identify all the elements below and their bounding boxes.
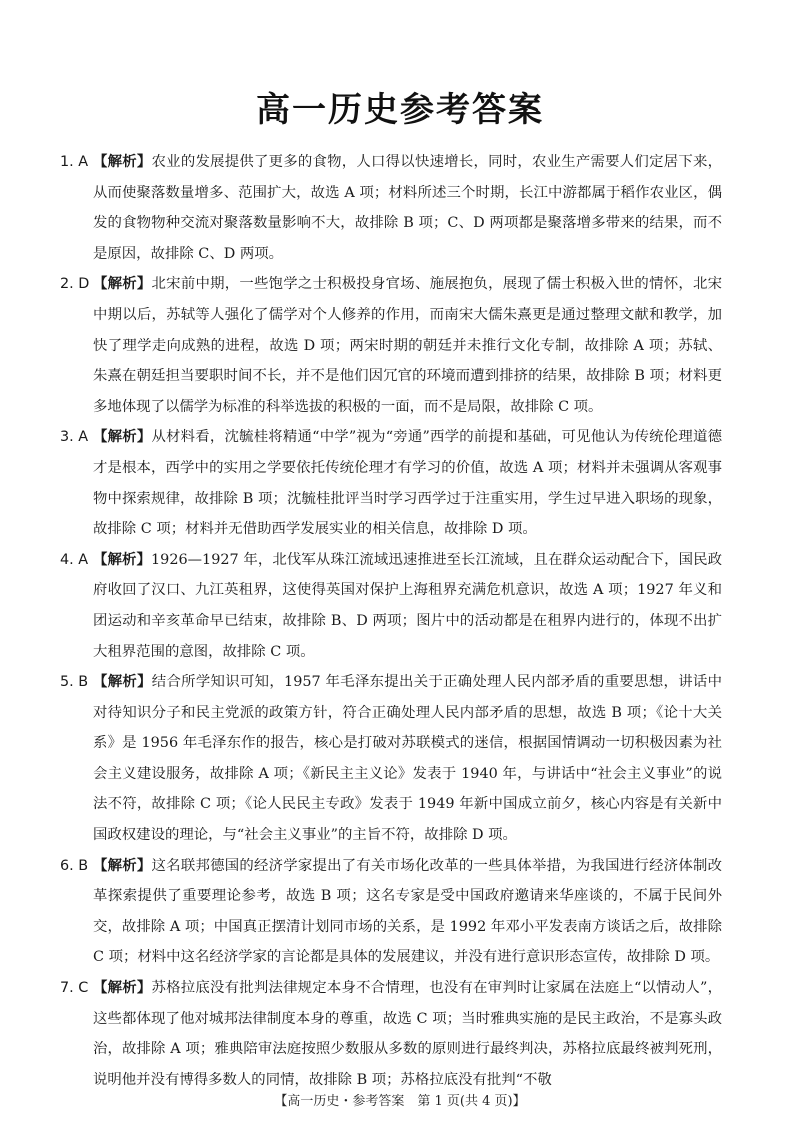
answer-text: 苏格拉底没有批判法律规定本身不合情理，也没有在审判时让家属在法庭上“以情动人”，这些都体现了他对城邦法律制度本身的尊重，故选 C 项；当时雅典实施的是民主政治，不是寡头政治，故排除 A 项；雅典陪审法庭按照少数服从多数的原则进行最终判决，苏格拉底最终被判死刑，说明他并没有博得多数人的同情，故排除 B 项；苏格拉底没有批判“不敬 <box>93 980 722 1088</box>
answer-number: 7. C <box>60 980 89 997</box>
analysis-tag: 【解析】 <box>93 674 152 691</box>
answer-list <box>60 147 722 1095</box>
answer-number: 6. B <box>60 857 89 874</box>
answer-text: 这名联邦德国的经济学家提出了有关市场化改革的一些具体举措，为我国进行经济体制改革探索提供了重要理论参考，故选 B 项；这名专家是受中国政府邀请来华座谈的，不属于民间外交，故排除 A 项；中国真正摆清计划同市场的关系，是 1992 年邓小平发表南方谈话之后，故排除 C 项；材料中这名经济学家的言论都是具体的发展建议，并没有进行意识形态宣传，故排除 D 项。 <box>93 857 722 966</box>
answer-item-3 <box>60 422 722 544</box>
analysis-tag: 【解析】 <box>93 980 152 997</box>
answer-number: 1. A <box>60 154 89 170</box>
answer-item-6 <box>60 851 722 973</box>
page-title: 高一历史参考答案 <box>256 90 544 130</box>
answer-item-1 <box>60 147 722 269</box>
answer-text: 1926—1927 年，北伐军从珠江流域迅速推进至长江流域，且在群众运动配合下，国民政府收回了汉口、九江英租界，这使得英国对保护上海租界充满危机意识，故选 A 项；1927 年义和团运动和辛亥革命早已结束，故排除 B、D 两项；图片中的活动都是在租界内进行的，体现不出扩大租界范围的意图，故排除 C 项。 <box>93 551 722 660</box>
answer-text: 农业的发展提供了更多的食物，人口得以快速增长，同时，农业生产需要人们定居下来，从而使聚落数量增多、范围扩大，故选 A 项；材料所述三个时期，长江中游都属于稻作农业区，偶发的食物物种交流对聚落数量影响不大，故排除 B 项；C、D 两项都是聚落增多带来的结果，而不是原因，故排除 C、D 两项。 <box>93 154 722 262</box>
answer-number: 3. A <box>60 429 89 446</box>
analysis-tag: 【解析】 <box>93 857 152 874</box>
page-footer: 【高一历史・参考答案 第 1 页(共 4 页)】 <box>274 1094 526 1109</box>
analysis-tag: 【解析】 <box>93 551 152 568</box>
answer-number: 4. A <box>60 551 89 568</box>
analysis-tag: 【解析】 <box>93 276 152 293</box>
answer-number: 2. D <box>60 276 90 293</box>
answer-item-2 <box>60 269 722 422</box>
answer-text: 结合所学知识可知，1957 年毛泽东提出关于正确处理人民内部矛盾的重要思想，讲话中对待知识分子和民主党派的政策方针，符合正确处理人民内部矛盾的思想，故选 B 项；《论十大关系》是 1956 年毛泽东作的报告，核心是打破对苏联模式的迷信，根据国情调动一切积极因素为社会主义建设服务，故排除 A 项；《新民主主义论》发表于 1940 年，与讲话中“社会主义事业”的说法不符，故排除 C 项；《论人民民主专政》发表于 1949 年新中国成立前夕，核心内容是有关新中国政权建设的理论，与“社会主义事业”的主旨不符，故排除 D 项。 <box>93 674 722 844</box>
answer-item-4 <box>60 545 722 667</box>
answer-number: 5. B <box>60 674 89 691</box>
answer-text: 北宋前中期，一些饱学之士积极投身官场、施展抱负，展现了儒士积极入世的情怀，北宋中期以后，苏轼等人强化了儒学对个人修养的作用，而南宋大儒朱熹更是通过整理文献和教学，加快了理学走向成熟的进程，故选 D 项；两宋时期的朝廷并未推行文化专制，故排除 A 项；苏轼、朱熹在朝廷担当要职时间不长，并不是他们因冗官的环境而遭到排挤的结果，故排除 B 项；材料更多地体现了以儒学为标准的科举选拔的积极的一面，而不是局限，故排除 C 项。 <box>93 276 722 415</box>
analysis-tag: 【解析】 <box>93 154 152 170</box>
answer-item-5 <box>60 667 722 851</box>
answer-item-7 <box>60 973 722 1095</box>
analysis-tag: 【解析】 <box>93 429 152 446</box>
answer-text: 从材料看，沈毓桂将精通“中学”视为“旁通”西学的前提和基础，可见他认为传统伦理道德才是根本，西学中的实用之学要依托传统伦理才有学习的价值，故选 A 项；材料并未强调从客观事物中探索规律，故排除 B 项；沈毓桂批评当时学习西学过于注重实用，学生过早进入职场的现象，故排除 C 项；材料并无借助西学发展实业的相关信息，故排除 D 项。 <box>93 429 722 538</box>
